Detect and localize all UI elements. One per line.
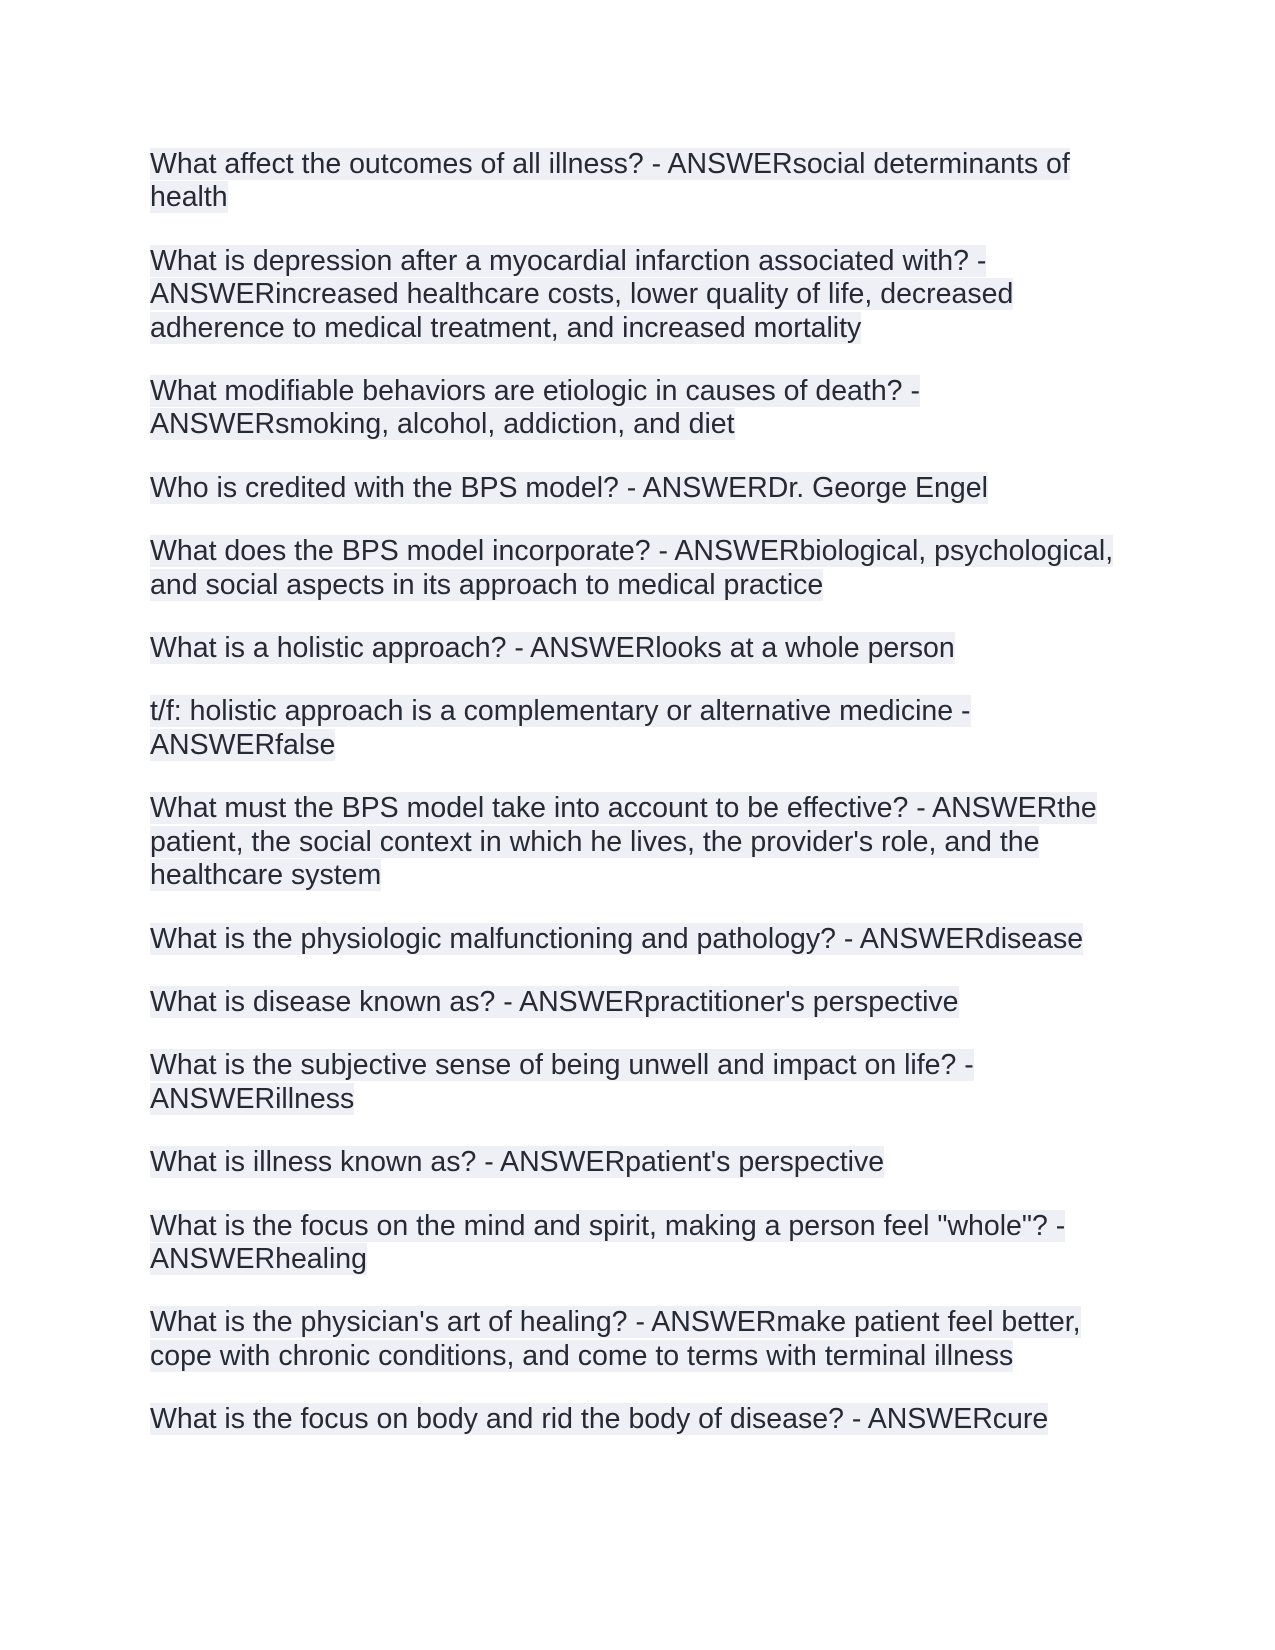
qa-item — [150, 1306, 1135, 1373]
qa-item — [150, 792, 1135, 892]
qa-text: What is the subjective sense of being unwell and impact on life? - ANSWERillness — [150, 1049, 974, 1115]
qa-item — [150, 1403, 1135, 1436]
qa-text: What is illness known as? - ANSWERpatient's perspective — [150, 1146, 885, 1179]
qa-text: Who is credited with the BPS model? - ANSWERDr. George Engel — [150, 471, 988, 504]
qa-text: What is the focus on body and rid the body of disease? - ANSWERcure — [150, 1403, 1049, 1436]
qa-text: What is disease known as? - ANSWERpractitioner's perspective — [150, 985, 959, 1018]
qa-item — [150, 148, 1135, 215]
qa-item — [150, 535, 1135, 602]
qa-item — [150, 695, 1135, 762]
qa-text: What is depression after a myocardial infarction associated with? - ANSWERincreased healthcare costs, lower quality of life, decreased adherence to medical treatment, and increased mortality — [150, 244, 1014, 344]
qa-text: What does the BPS model incorporate? - ANSWERbiological, psychological, and social aspects in its approach to medical practice — [150, 535, 1114, 601]
qa-item — [150, 245, 1135, 345]
qa-text: What modifiable behaviors are etiologic in causes of death? - ANSWERsmoking, alcohol, addiction, and diet — [150, 375, 920, 441]
qa-item — [150, 472, 1135, 505]
qa-text: What is the physician's art of healing? - ANSWERmake patient feel better, cope with chronic conditions, and come to terms with terminal illness — [150, 1306, 1081, 1372]
qa-item — [150, 632, 1135, 665]
qa-text: What affect the outcomes of all illness? - ANSWERsocial determinants of health — [150, 148, 1070, 214]
qa-item — [150, 1049, 1135, 1116]
qa-text: What is a holistic approach? - ANSWERlooks at a whole person — [150, 632, 955, 665]
qa-item — [150, 1146, 1135, 1179]
qa-item — [150, 923, 1135, 956]
qa-item — [150, 986, 1135, 1019]
document-page — [150, 148, 1135, 1467]
qa-text: What is the physiologic malfunctioning and pathology? - ANSWERdisease — [150, 922, 1084, 955]
qa-item — [150, 1210, 1135, 1277]
qa-text: t/f: holistic approach is a complementary or alternative medicine - ANSWERfalse — [150, 695, 971, 761]
qa-text: What must the BPS model take into account to be effective? - ANSWERthe patient, the social context in which he lives, the provider's role, and the healthcare system — [150, 792, 1097, 892]
qa-text: What is the focus on the mind and spirit, making a person feel "whole"? - ANSWERhealing — [150, 1209, 1066, 1275]
qa-item — [150, 375, 1135, 442]
